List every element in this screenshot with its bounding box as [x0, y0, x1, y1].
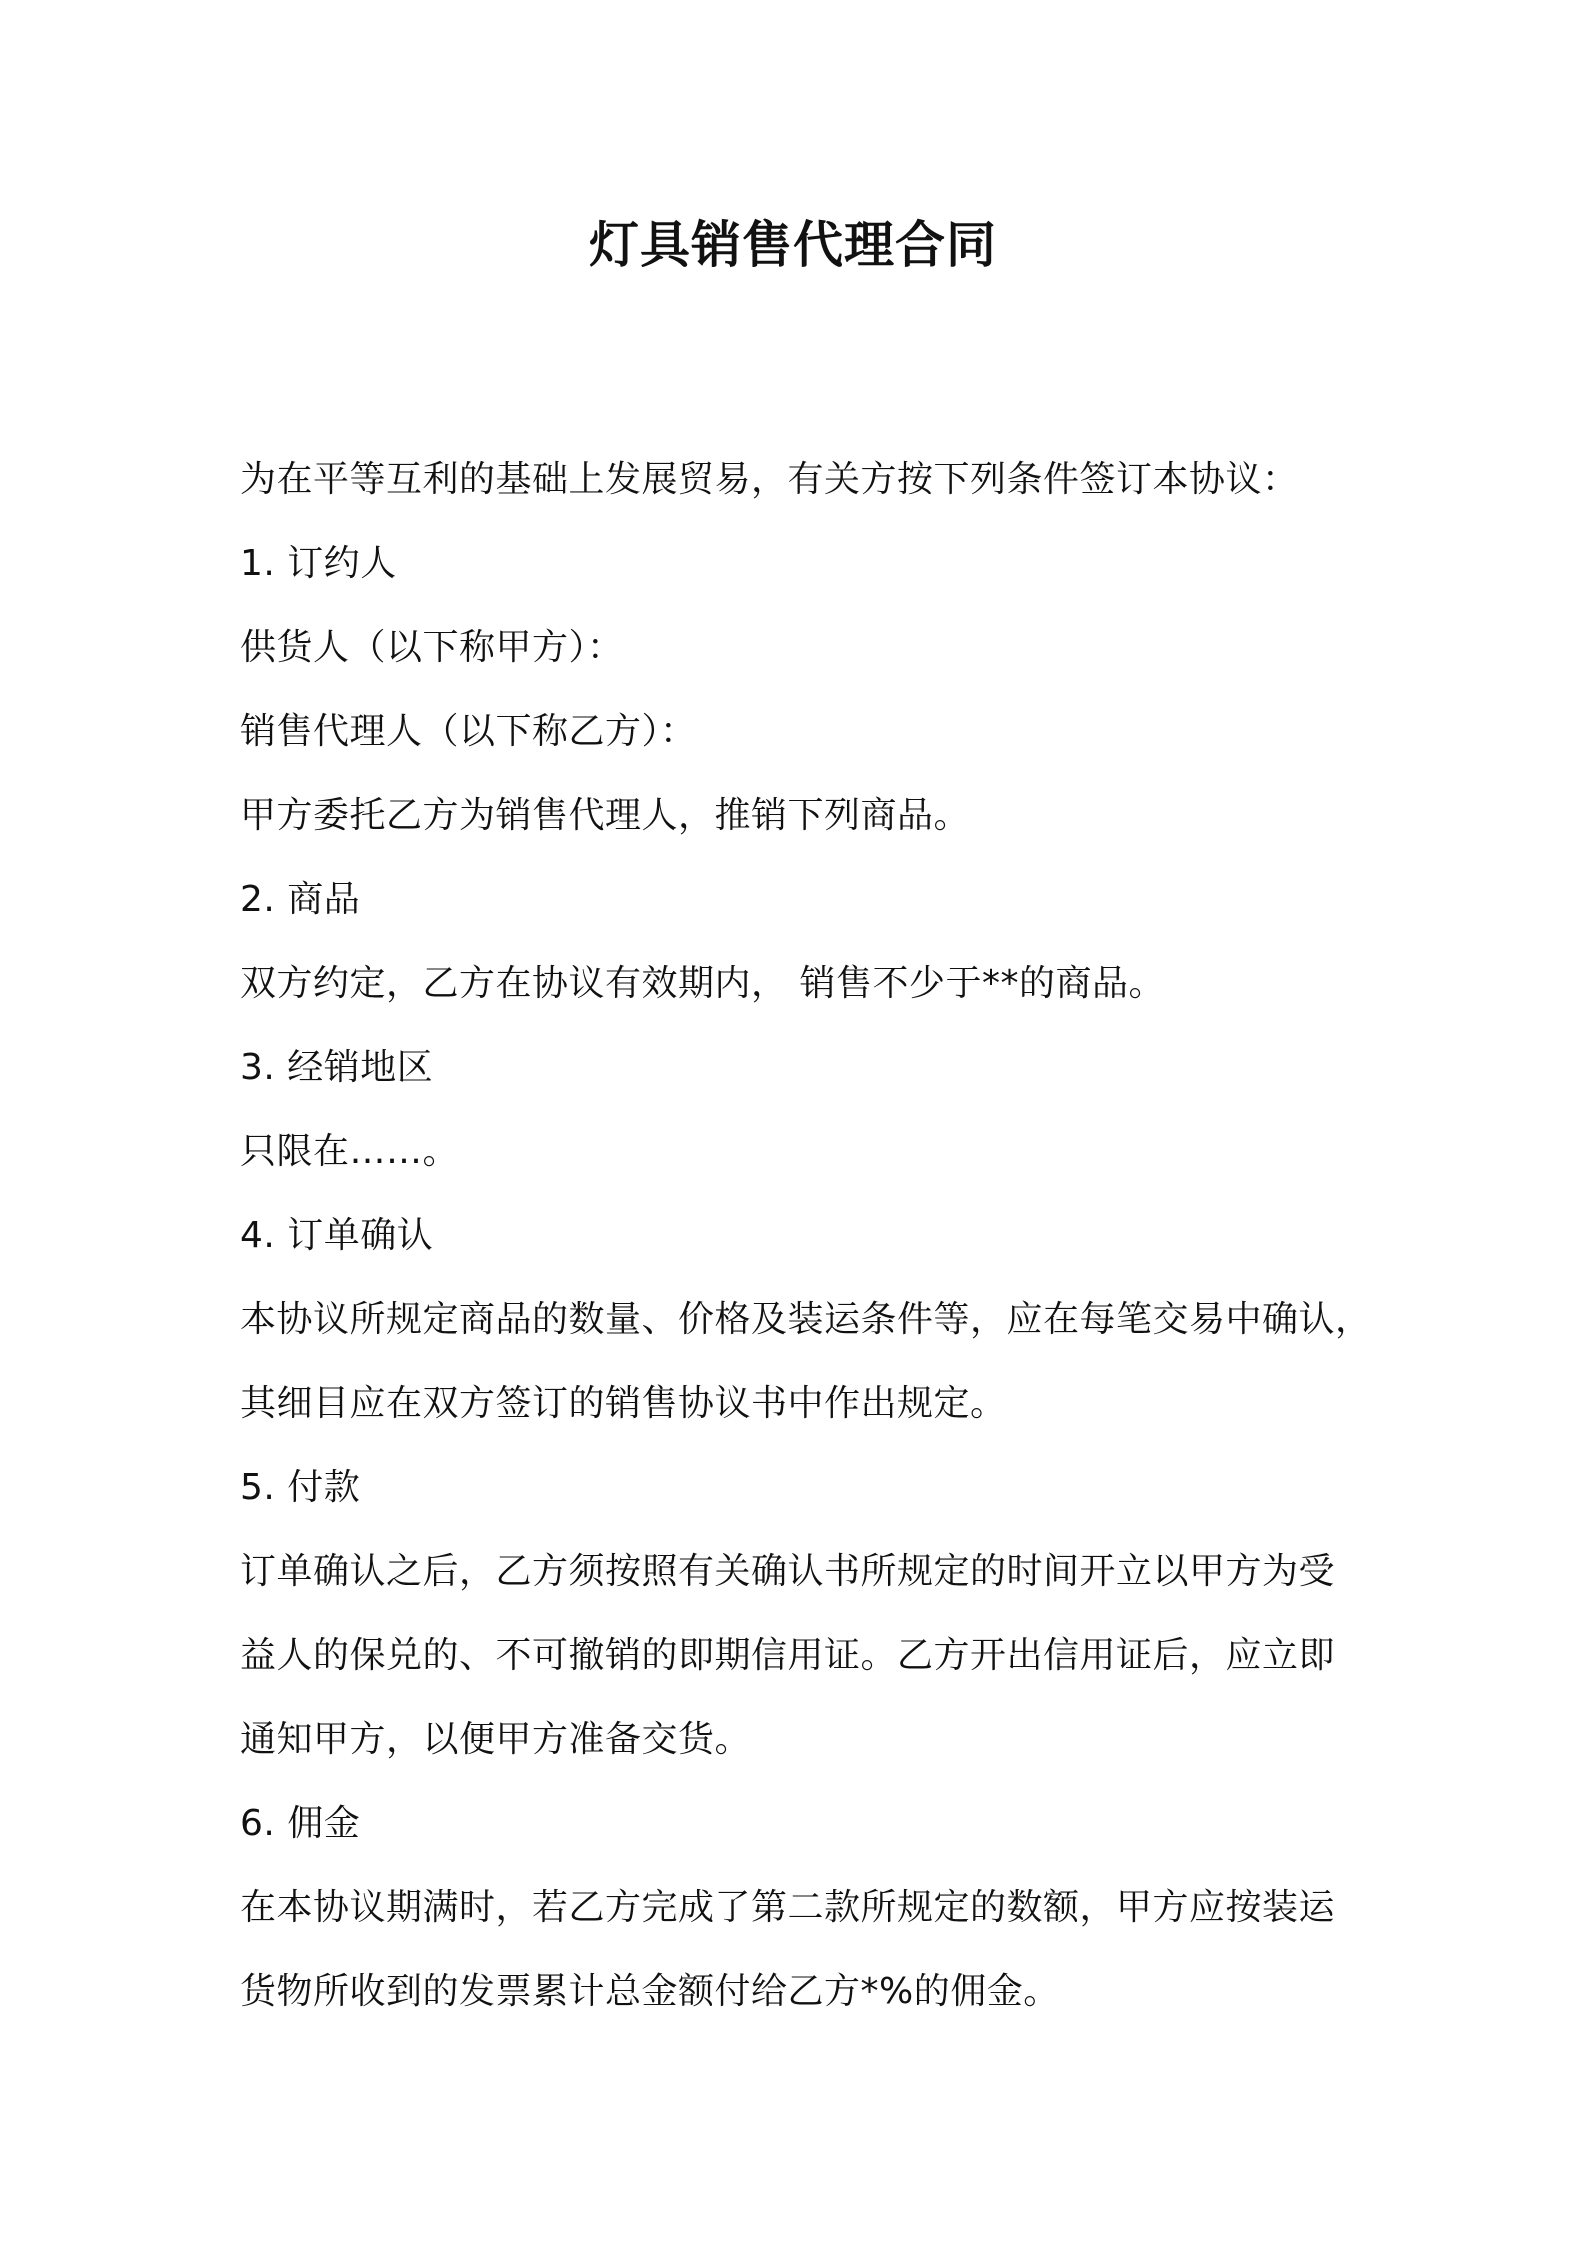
document-title: 灯具销售代理合同: [589, 216, 997, 274]
section-heading-territory: 3. 经销地区: [240, 1047, 434, 1088]
intro-paragraph: 为在平等互利的基础上发展贸易，有关方按下列条件签订本协议：: [240, 459, 1299, 500]
order-clause-line-2: 其细目应在双方签订的销售协议书中作出规定。: [240, 1383, 1007, 1424]
section-heading-order-confirmation: 4. 订单确认: [240, 1215, 434, 1256]
agent-line: 销售代理人（以下称乙方）：: [240, 711, 697, 752]
commission-clause-line-1: 在本协议期满时，若乙方完成了第二款所规定的数额，甲方应按装运: [240, 1887, 1336, 1928]
payment-clause-line-3: 通知甲方，以便甲方准备交货。: [240, 1719, 752, 1760]
payment-clause-line-1: 订单确认之后，乙方须按照有关确认书所规定的时间开立以甲方为受: [240, 1551, 1336, 1592]
section-heading-goods: 2. 商品: [240, 879, 361, 920]
order-clause-line-1: 本协议所规定商品的数量、价格及装运条件等，应在每笔交易中确认，: [240, 1299, 1372, 1340]
document-body: [240, 438, 1372, 2034]
payment-clause-line-2: 益人的保兑的、不可撤销的即期信用证。乙方开出信用证后，应立即: [240, 1635, 1336, 1676]
territory-clause: 只限在……。: [240, 1131, 460, 1172]
section-heading-commission: 6. 佣金: [240, 1803, 361, 1844]
goods-clause: 双方约定，乙方在协议有效期内， 销售不少于**的商品。: [240, 963, 1165, 1004]
section-heading-contracting-parties: 1. 订约人: [240, 543, 397, 584]
section-heading-payment: 5. 付款: [240, 1467, 361, 1508]
entrustment-line: 甲方委托乙方为销售代理人，推销下列商品。: [240, 795, 971, 836]
supplier-line: 供货人（以下称甲方）：: [240, 627, 624, 668]
commission-clause-line-2: 货物所收到的发票累计总金额付给乙方*%的佣金。: [240, 1971, 1060, 2012]
